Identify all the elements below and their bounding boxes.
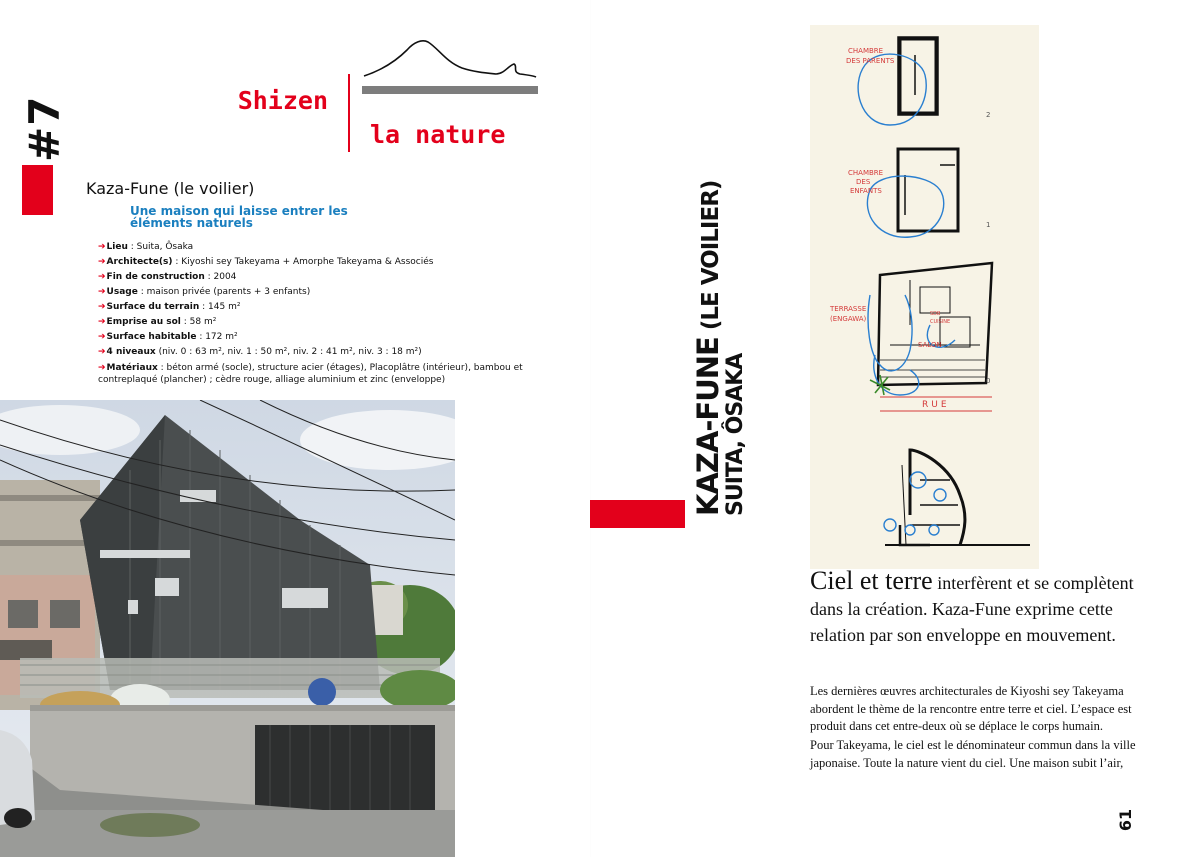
label-chambre-enfants-2: DES <box>856 178 871 186</box>
heading-divider <box>348 74 350 152</box>
arrow-icon: ➔ <box>98 317 106 327</box>
fact-label: Surface habitable <box>106 332 197 342</box>
arrow-icon: ➔ <box>98 363 106 373</box>
label-level-1: 1 <box>986 221 991 229</box>
arrow-icon: ➔ <box>98 347 106 357</box>
fact-label: Emprise au sol <box>106 317 181 327</box>
label-salon: SALON <box>918 341 942 349</box>
page-number: 61 <box>1116 808 1135 832</box>
fact-item <box>98 315 528 330</box>
label-rue: RUE <box>922 400 950 410</box>
project-facts-list <box>98 240 528 386</box>
fact-label: Architecte(s) <box>106 257 173 267</box>
fact-item <box>98 330 528 345</box>
arrow-icon: ➔ <box>98 242 106 252</box>
label-terrasse-2: (ENGAWA) <box>830 315 867 323</box>
fact-value: : 58 m² <box>180 317 217 327</box>
arrow-icon: ➔ <box>98 257 106 267</box>
label-level-0: 0 <box>986 377 991 385</box>
floor-plans-drawing <box>810 25 1039 569</box>
vertical-title-main: KAZA-FUNE <box>691 337 725 516</box>
arrow-icon: ➔ <box>98 272 106 282</box>
architectural-sketches <box>810 25 1039 569</box>
fact-label: Surface du terrain <box>106 302 200 312</box>
mountain-wave-icon <box>362 36 538 96</box>
arrow-icon: ➔ <box>98 332 106 342</box>
label-chambre-enfants-3: ENFANTS <box>850 187 882 195</box>
fact-value: : 172 m² <box>196 332 238 342</box>
fact-item <box>98 255 528 270</box>
page-gutter <box>590 0 591 857</box>
body-paragraph-2: Pour Takeyama, le ciel est le dénominateur commun dans la ville japonaise. Toute la nature vient du ciel. Une maison subit l’air, <box>810 738 1136 770</box>
lead-rest: interfèrent et se complètent dans la création. Kaza-Fune exprime cette relation par son enveloppe en mouvement. <box>810 573 1134 645</box>
label-terrasse: TERRASSE <box>830 305 867 313</box>
fact-label: Usage <box>106 287 138 297</box>
fact-label: Fin de construction <box>106 272 205 282</box>
chapter-number: #7 <box>20 95 69 162</box>
vertical-title <box>691 180 764 516</box>
fact-item <box>98 362 528 386</box>
body-paragraph-1: Les dernières œuvres architecturales de Kiyoshi sey Takeyama abordent le thème de la rencontre entre terre et ciel. L’espace est produit dans cet entre-deux où se déplace le corps humain. <box>810 684 1132 733</box>
project-title: Kaza-Fune (le voilier) <box>86 179 255 198</box>
fact-item <box>98 270 528 285</box>
fact-item <box>98 345 528 360</box>
fact-item <box>98 300 528 315</box>
fact-label: Lieu <box>106 242 128 252</box>
lead-paragraph <box>810 568 1150 648</box>
heading-japanese: Shizen <box>237 86 328 115</box>
fact-value: : 145 m² <box>199 302 241 312</box>
label-chambre-parents-2: DES PARENTS <box>846 57 895 65</box>
house-photo <box>0 400 455 857</box>
arrow-icon: ➔ <box>98 302 106 312</box>
fact-label: 4 niveaux <box>106 347 156 357</box>
fact-value: : béton armé (socle), structure acier (étages), Placoplâtre (intérieur), bambou et contreplaqué (plancher) ; cèdre rouge, alliage aluminium et zinc (enveloppe) <box>98 363 523 385</box>
lead-emphasis: Ciel et terre <box>810 566 933 595</box>
vertical-title-line1 <box>691 180 725 516</box>
label-cuisine: CUISINE <box>930 319 951 325</box>
fact-value: : maison privée (parents + 3 enfants) <box>137 287 311 297</box>
heading-french: la nature <box>370 120 506 149</box>
label-chambre-parents: CHAMBRE <box>848 47 884 55</box>
chapter-red-block <box>22 165 53 215</box>
fact-value: : 2004 <box>204 272 237 282</box>
label-sdb: SDB <box>930 311 941 317</box>
fact-item <box>98 240 528 255</box>
title-red-block <box>590 500 685 528</box>
project-subtitle: Une maison qui laisse entrer les éléments naturels <box>130 204 348 230</box>
arrow-icon: ➔ <box>98 287 106 297</box>
vertical-title-paren: (LE VOILIER) <box>698 180 724 338</box>
fact-item <box>98 285 528 300</box>
vertical-title-location: SUITA, ÔSAKA <box>723 353 748 516</box>
fact-value: : Suita, Ôsaka <box>127 242 194 252</box>
fact-value: (niv. 0 : 63 m², niv. 1 : 50 m², niv. 2 : 41 m², niv. 3 : 18 m²) <box>155 347 422 357</box>
label-level-2: 2 <box>986 111 991 119</box>
label-chambre-enfants: CHAMBRE <box>848 169 884 177</box>
fact-label: Matériaux <box>106 363 158 373</box>
fact-value: : Kiyoshi sey Takeyama + Amorphe Takeyama & Associés <box>172 257 434 267</box>
